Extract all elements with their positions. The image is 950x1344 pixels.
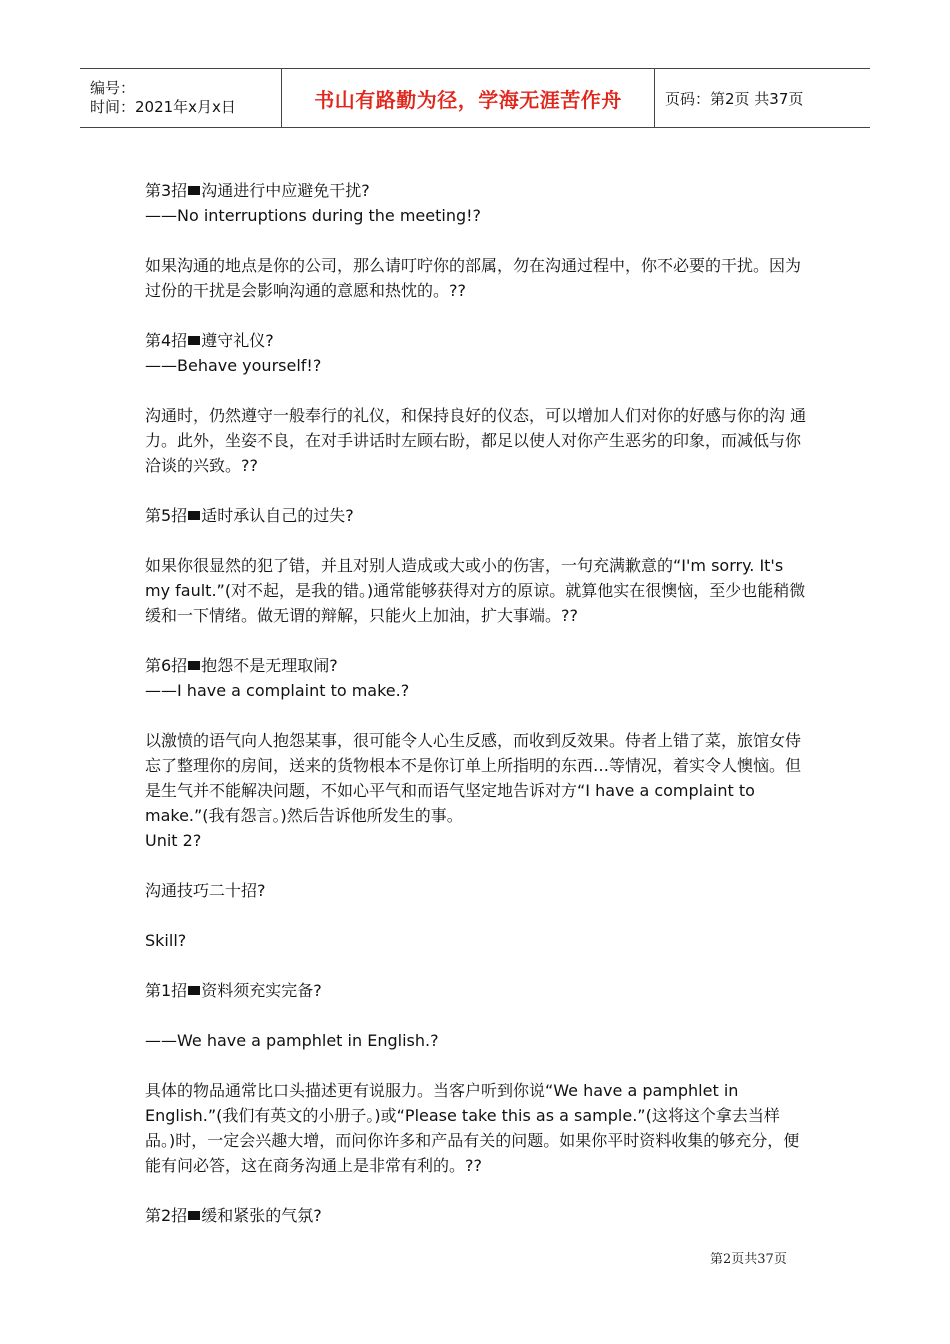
paragraph: Unit 2? (145, 831, 202, 850)
blank-line (145, 478, 810, 503)
header-page-number: 页码：第2页 共37页 (665, 89, 804, 108)
blank-line (145, 1053, 810, 1078)
header-motto-cell (282, 69, 655, 127)
paragraph: 第6招 抱怨不是无理取闹? (145, 656, 338, 675)
header-page-cell (655, 69, 870, 127)
footer-page-number: 第2页共37页 (710, 1252, 787, 1267)
paragraph: 沟通技巧二十招? (145, 881, 266, 900)
separator-mark (188, 336, 200, 345)
document-number-label: 编号： (90, 79, 136, 97)
paragraph: 第2招 缓和紧张的气氛? (145, 1206, 322, 1225)
paragraph: 沟通时，仍然遵守一般奉行的礼仪，和保持良好的仪态，可以增加人们对你的好感与你的沟 通力。此外，坐姿不良，在对手讲话时左顾右盼，都足以使人对你产生恶劣的印象，而减低与你洽谈的兴致。?? (145, 406, 807, 475)
blank-line (145, 628, 810, 653)
blank-line (145, 1003, 810, 1028)
blank-line (145, 853, 810, 878)
paragraph: 第5招 适时承认自己的过失? (145, 506, 354, 525)
document-date: 时间：2021年x月x日 (90, 98, 236, 116)
separator-mark (188, 986, 200, 995)
header-meta (80, 69, 282, 127)
paragraph: 如果你很显然的犯了错，并且对别人造成或大或小的伤害，一句充满歉意的“I'm sorry. It's my fault.”(对不起，是我的错。)通常能够获得对方的原谅。就算他实在很懊恼，至少也能稍微缓和一下情绪。做无谓的辩解，只能火上加油，扩大事端。?? (145, 556, 806, 625)
blank-line (145, 903, 810, 928)
blank-line (145, 528, 810, 553)
separator-mark (188, 511, 200, 520)
blank-line (145, 303, 810, 328)
paragraph: 以激愤的语气向人抱怨某事，很可能令人心生反感，而收到反效果。侍者上错了菜，旅馆女侍忘了整理你的房间，送来的货物根本不是你订单上所指明的东西…等情况，着实令人懊恼。但是生气并不能解决问题，不如心平气和而语气坚定地告诉对方“I have a complaint to make.”(我有怨言。)然后告诉他所发生的事。 (145, 731, 802, 825)
blank-line (145, 228, 810, 253)
blank-line (145, 953, 810, 978)
paragraph: ——I have a complaint to make.? (145, 681, 410, 700)
page-footer (710, 1248, 787, 1267)
header-motto: 书山有路勤为径，学海无涯苦作舟 (314, 87, 622, 112)
blank-line (145, 703, 810, 728)
paragraph: 第4招 遵守礼仪? (145, 331, 274, 350)
separator-mark (188, 1211, 200, 1220)
paragraph: 如果沟通的地点是你的公司，那么请叮咛你的部属，勿在沟通过程中，你不必要的干扰。因为过份的干扰是会影响沟通的意愿和热忱的。?? (145, 256, 802, 300)
blank-line (145, 1178, 810, 1203)
separator-mark (188, 661, 200, 670)
paragraph: 第1招 资料须充实完备? (145, 981, 322, 1000)
separator-mark (188, 186, 200, 195)
paragraph: ——Behave yourself!? (145, 356, 322, 375)
paragraph: Skill? (145, 931, 187, 950)
paragraph: ——We have a pamphlet in English.? (145, 1031, 439, 1050)
page-header (80, 68, 870, 128)
document-body (145, 178, 810, 1228)
paragraph: 具体的物品通常比口头描述更有说服力。当客户听到你说“We have a pamphlet in English.”(我们有英文的小册子。)或“Please take this as a sample.”(这将这个拿去当样品。)时，一定会兴趣大增，而问你许多和产品有关的问题。如果你平时资料收集的够充分，便能有问必答，这在商务沟通上是非常有利的。?? (145, 1081, 800, 1175)
paragraph: 第3招 沟通进行中应避免干扰? (145, 181, 370, 200)
paragraph: ——No interruptions during the meeting!? (145, 206, 482, 225)
blank-line (145, 378, 810, 403)
